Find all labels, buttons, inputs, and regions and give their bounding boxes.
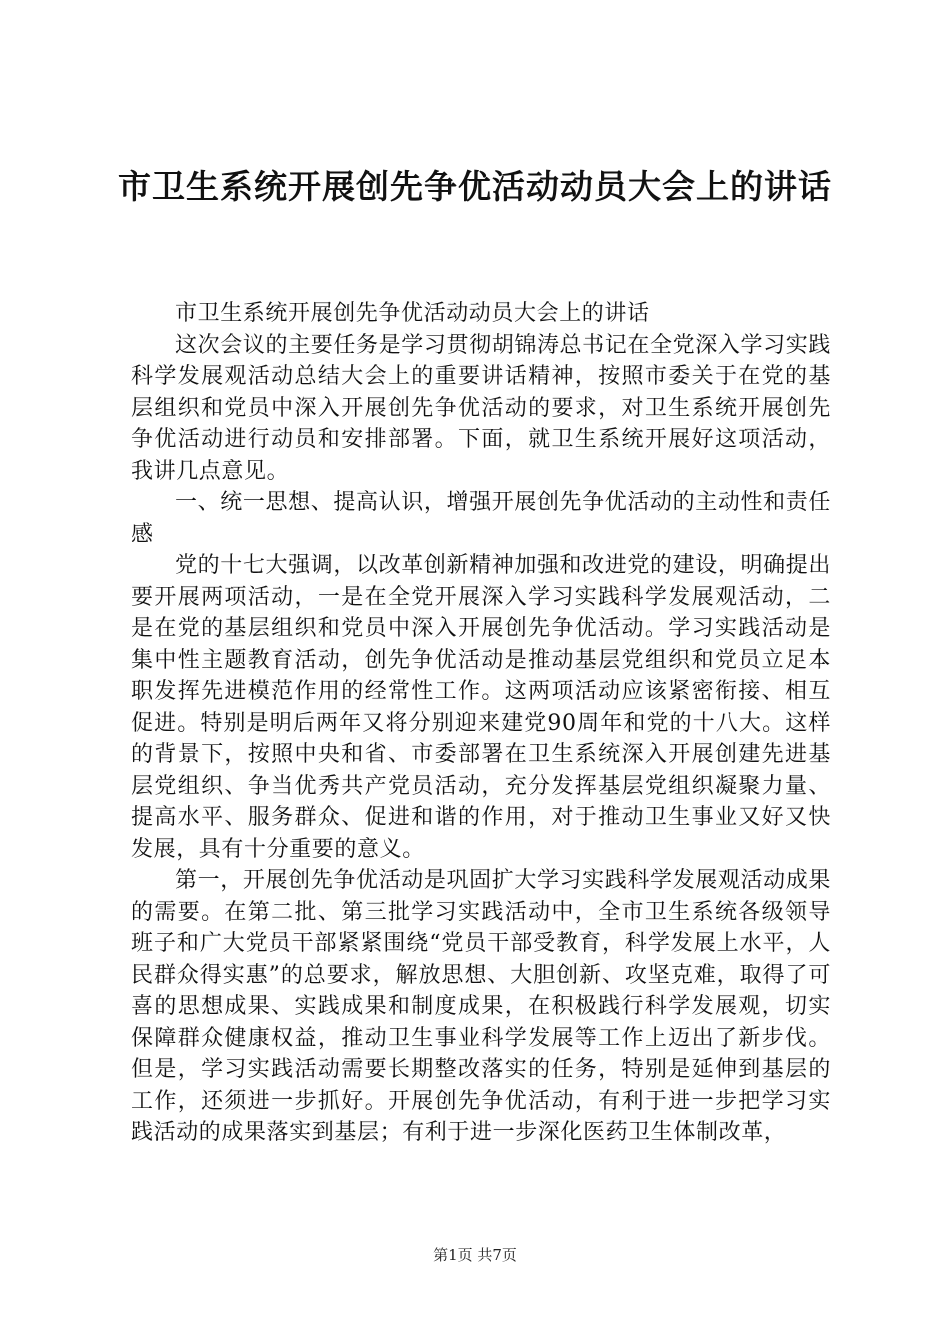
section-heading-1: 一、统一思想、提高认识，增强开展创先争优活动的主动性和责任感 <box>131 490 831 547</box>
paragraph-background: 党的十七大强调，以改革创新精神加强和改进党的建设，明确提出要开展两项活动，一是在全党开展深入学习实践科学发展观活动，二是在党的基层组织和党员中深入开展创先争优活动。学习实践活动是集中性主题教育活动，创先争优活动是推动基层党组织和党员立足本职发挥先进模范作用的经常性工作。这两项活动应该紧密衔接、相互促进。特别是明后两年又将分别迎来建党90周年和党的十八大。这样的背景下，按照中央和省、市委部署在卫生系统深入开展创建先进基层党组织、争当优秀共产党员活动，充分发挥基层党组织凝聚力量、提高水平、服务群众、促进和谐的作用，对于推动卫生事业又好又快发展，具有十分重要的意义。 <box>131 553 831 862</box>
document-body <box>131 298 831 1149</box>
paragraph-intro: 这次会议的主要任务是学习贯彻胡锦涛总书记在全党深入学习实践科学发展观活动总结大会上的重要讲话精神，按照市委关于在党的基层组织和党员中深入开展创先争优活动的要求，对卫生系统开展创先争优活动进行动员和安排部署。下面，就卫生系统开展好这项活动，我讲几点意见。 <box>131 332 831 484</box>
paragraph-first-point: 第一，开展创先争优活动是巩固扩大学习实践科学发展观活动成果的需要。在第二批、第三批学习实践活动中，全市卫生系统各级领导班子和广大党员干部紧紧围绕“党员干部受教育，科学发展上水平，人民群众得实惠”的总要求，解放思想、大胆创新、攻坚克难，取得了可喜的思想成果、实践成果和制度成果，在积极践行科学发展观，切实保障群众健康权益，推动卫生事业科学发展等工作上迈出了新步伐。但是，学习实践活动需要长期整改落实的任务，特别是延伸到基层的工作，还须进一步抓好。开展创先争优活动，有利于进一步把学习实践活动的成果落实到基层；有利于进一步深化医药卫生体制改革， <box>131 868 831 1145</box>
document-title: 市卫生系统开展创先争优活动动员大会上的讲话 <box>118 167 832 206</box>
page-footer: 第1页 共7页 <box>433 1246 517 1264</box>
paragraph-heading-repeat: 市卫生系统开展创先争优活动动员大会上的讲话 <box>175 301 650 326</box>
